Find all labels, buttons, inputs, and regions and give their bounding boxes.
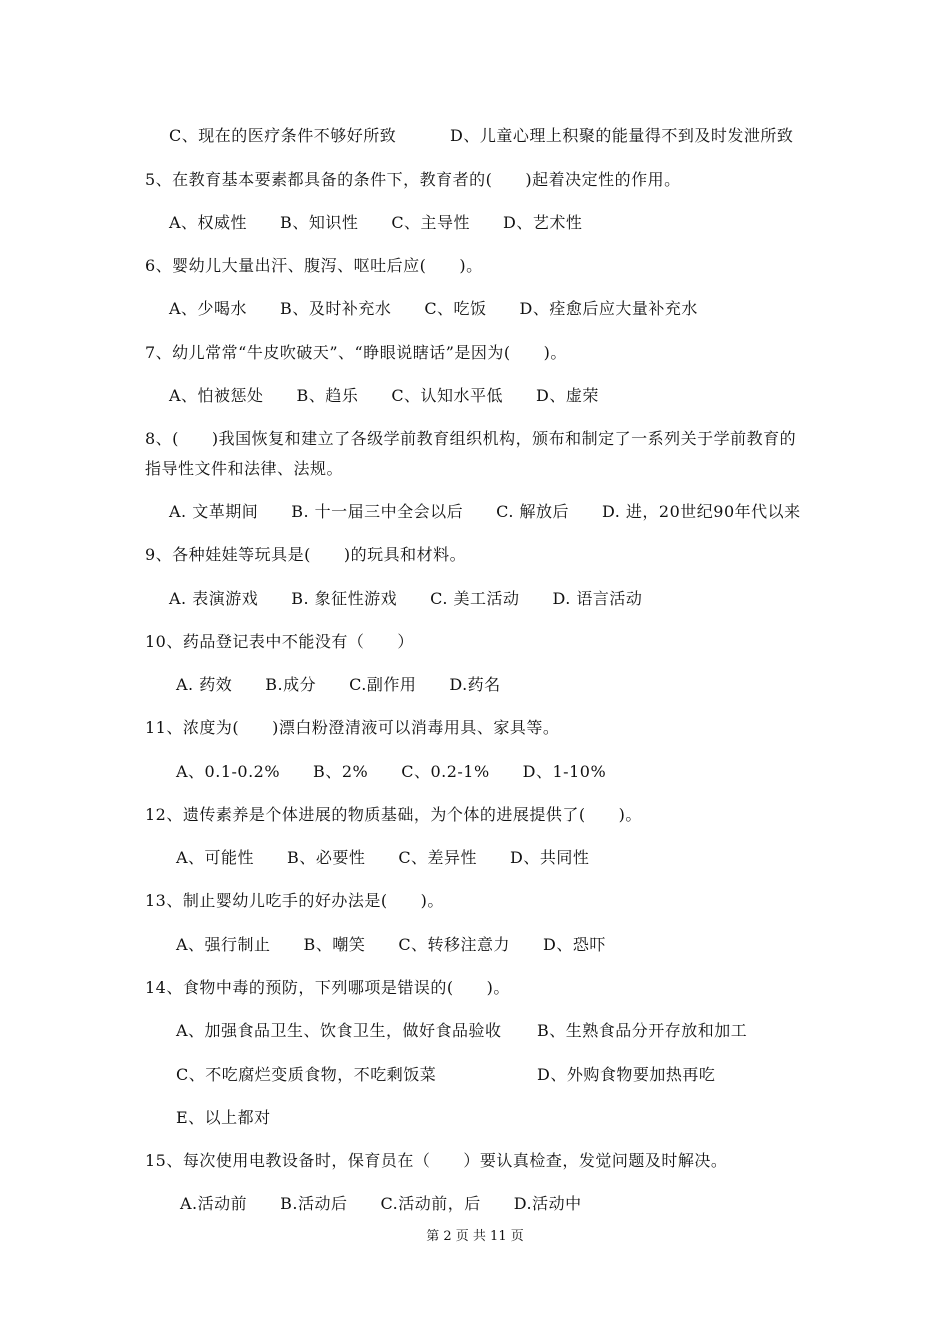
page-number-footer: 第 2 页 共 11 页 [426, 1229, 524, 1244]
question-7-options: A、怕被惩处 B、趋乐 C、认知水平低 D、虚荣 [169, 386, 599, 405]
question-5-options: A、权威性 B、知识性 C、主导性 D、艺术性 [169, 213, 583, 232]
question-14-option-c: C、不吃腐烂变质食物，不吃剩饭菜 [176, 1065, 437, 1084]
question-8-line-1: 8、( )我国恢复和建立了各级学前教育组织机构，颁布和制定了一系列关于学前教育的 [145, 429, 797, 448]
question-10-options: A. 药效 B.成分 C.副作用 D.药名 [176, 675, 501, 694]
question-14-option-b: B、生熟食品分开存放和加工 [537, 1021, 748, 1040]
question-6: 6、婴幼儿大量出汗、腹泻、呕吐后应( )。 [145, 256, 483, 275]
question-15: 15、每次使用电教设备时，保育员在（ ）要认真检查，发觉问题及时解决。 [145, 1151, 728, 1170]
question-9: 9、各种娃娃等玩具是( )的玩具和材料。 [145, 545, 467, 564]
q4-option-c: C、现在的医疗条件不够好所致 [169, 126, 397, 145]
question-8-line-2: 指导性文件和法律、法规。 [145, 459, 344, 478]
question-11: 11、浓度为( )漂白粉澄清液可以消毒用具、家具等。 [145, 718, 560, 737]
question-10: 10、药品登记表中不能没有（ ） [145, 632, 414, 651]
question-12-options: A、可能性 B、必要性 C、差异性 D、共同性 [176, 848, 590, 867]
question-5: 5、在教育基本要素都具备的条件下，教育者的( )起着决定性的作用。 [145, 170, 681, 189]
question-14-option-a: A、加强食品卫生、饮食卫生，做好食品验收 [176, 1021, 502, 1040]
question-14-option-d: D、外购食物要加热再吃 [537, 1065, 716, 1084]
q4-option-d: D、儿童心理上积聚的能量得不到及时发泄所致 [450, 126, 794, 145]
question-12: 12、遗传素养是个体进展的物质基础，为个体的进展提供了( )。 [145, 805, 642, 824]
question-9-options: A. 表演游戏 B. 象征性游戏 C. 美工活动 D. 语言活动 [169, 589, 643, 608]
question-14: 14、食物中毒的预防，下列哪项是错误的( )。 [145, 978, 510, 997]
question-13: 13、制止婴幼儿吃手的好办法是( )。 [145, 891, 444, 910]
question-11-options: A、0.1-0.2% B、2% C、0.2-1% D、1-10% [176, 762, 607, 781]
question-7: 7、幼儿常常“牛皮吹破天”、“睁眼说瞎话”是因为( )。 [145, 343, 567, 362]
question-14-option-e: E、以上都对 [176, 1108, 271, 1127]
question-13-options: A、强行制止 B、嘲笑 C、转移注意力 D、恐吓 [176, 935, 606, 954]
question-8-options: A. 文革期间 B. 十一届三中全会以后 C. 解放后 D. 进，20世纪90年代以来 [169, 502, 801, 521]
question-6-options: A、少喝水 B、及时补充水 C、吃饭 D、痊愈后应大量补充水 [169, 299, 698, 318]
question-15-options: A.活动前 B.活动后 C.活动前，后 D.活动中 [180, 1194, 582, 1213]
